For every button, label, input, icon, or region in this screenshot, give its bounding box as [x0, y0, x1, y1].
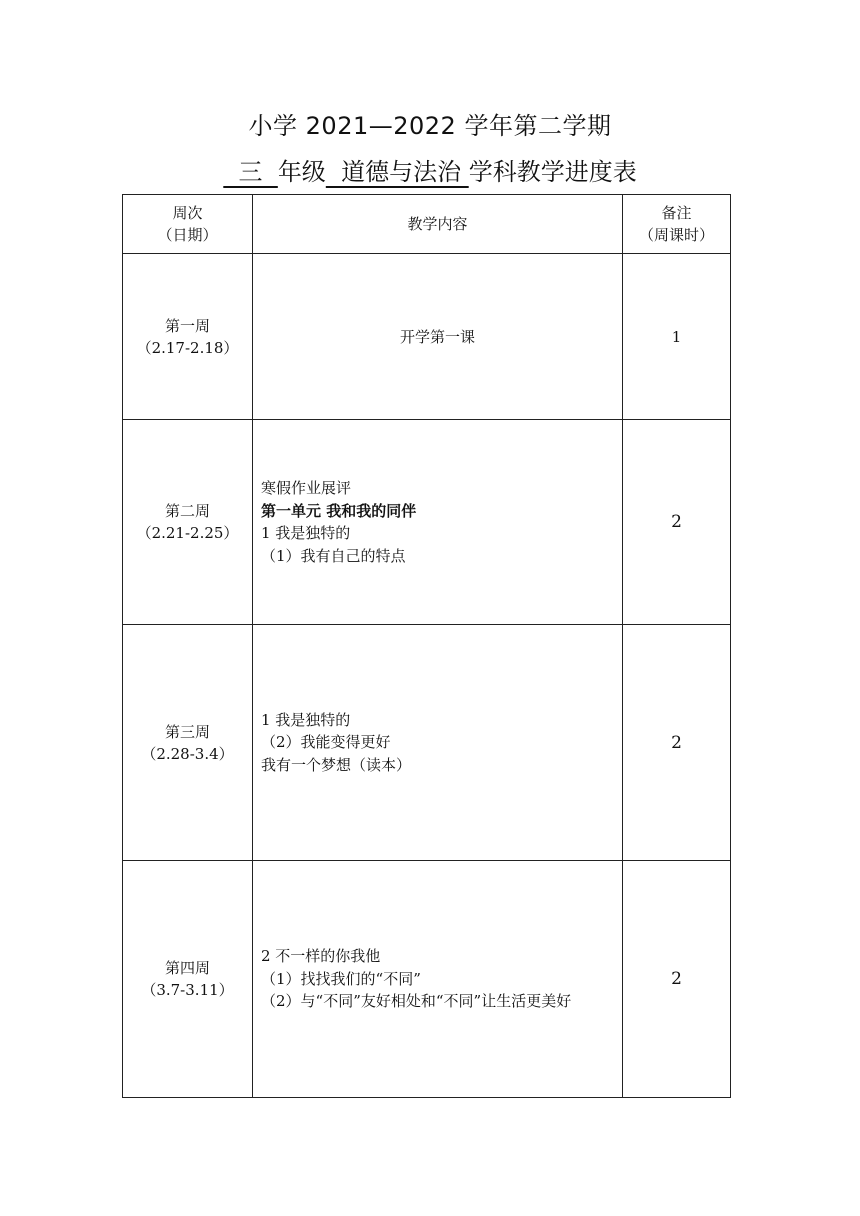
- week-date: （2.17-2.18）: [136, 338, 239, 357]
- content-line: （2）我能变得更好: [261, 733, 391, 752]
- document-subtitle: [0, 154, 860, 190]
- content-cell: [253, 420, 623, 625]
- grade-blank: 三: [223, 158, 278, 186]
- document-title: 小学 2021—2022 学年第二学期: [248, 112, 612, 140]
- week-date: （2.21-2.25）: [136, 524, 239, 542]
- content-line: 2 不一样的你我他: [261, 947, 381, 966]
- header-date-label: （日期）: [157, 226, 218, 244]
- week-label: 第二周: [164, 502, 210, 520]
- week-cell: [123, 861, 253, 1098]
- table-row: [123, 625, 731, 861]
- content-line: 1 我是独特的: [261, 710, 351, 729]
- week-label: 第三周: [164, 722, 210, 741]
- table-row: [123, 254, 731, 420]
- header-note-label: 备注: [661, 204, 692, 222]
- hours-cell: [623, 861, 731, 1098]
- hours-cell: [623, 625, 731, 861]
- week-label: 第四周: [164, 959, 210, 977]
- header-hours-label: （周课时）: [638, 226, 714, 244]
- week-label: 第一周: [164, 316, 210, 335]
- week-cell: [123, 625, 253, 861]
- content-cell: [253, 861, 623, 1098]
- unit-heading: 第一单元 我和我的同伴: [261, 501, 417, 520]
- content-cell: [253, 254, 623, 420]
- week-date: （2.28-3.4）: [141, 744, 234, 763]
- content-line: （2）与“不同”友好相处和“不同”让生活更美好: [261, 992, 572, 1011]
- table-row: [123, 420, 731, 625]
- schedule-table: [122, 194, 731, 1098]
- week-cell: [123, 254, 253, 420]
- hours-value: 2: [671, 512, 682, 532]
- content-cell: [253, 625, 623, 861]
- content-line: （1）我有自己的特点: [261, 546, 406, 565]
- table-row: [123, 861, 731, 1098]
- subtitle-suffix: 学科教学进度表: [468, 158, 637, 186]
- header-note: [623, 195, 731, 254]
- week-date: （3.7-3.11）: [141, 981, 234, 999]
- grade-label: 年级: [277, 158, 326, 186]
- content-line: 开学第一课: [399, 328, 475, 346]
- content-line: 1 我是独特的: [261, 524, 351, 542]
- hours-value: 1: [671, 327, 682, 346]
- subject-blank: 道德与法治: [325, 158, 469, 186]
- hours-cell: [623, 254, 731, 420]
- content-line: 我有一个梦想（读本）: [261, 755, 412, 774]
- header-week-label: 周次: [172, 204, 203, 222]
- table-header-row: [123, 195, 731, 254]
- week-cell: [123, 420, 253, 625]
- content-line: 寒假作业展评: [261, 479, 352, 497]
- header-week: [123, 195, 253, 254]
- hours-value: 2: [671, 732, 682, 753]
- content-line: （1）找找我们的“不同”: [261, 969, 421, 988]
- hours-value: 2: [671, 969, 682, 989]
- header-content: 教学内容: [253, 195, 623, 254]
- hours-cell: [623, 420, 731, 625]
